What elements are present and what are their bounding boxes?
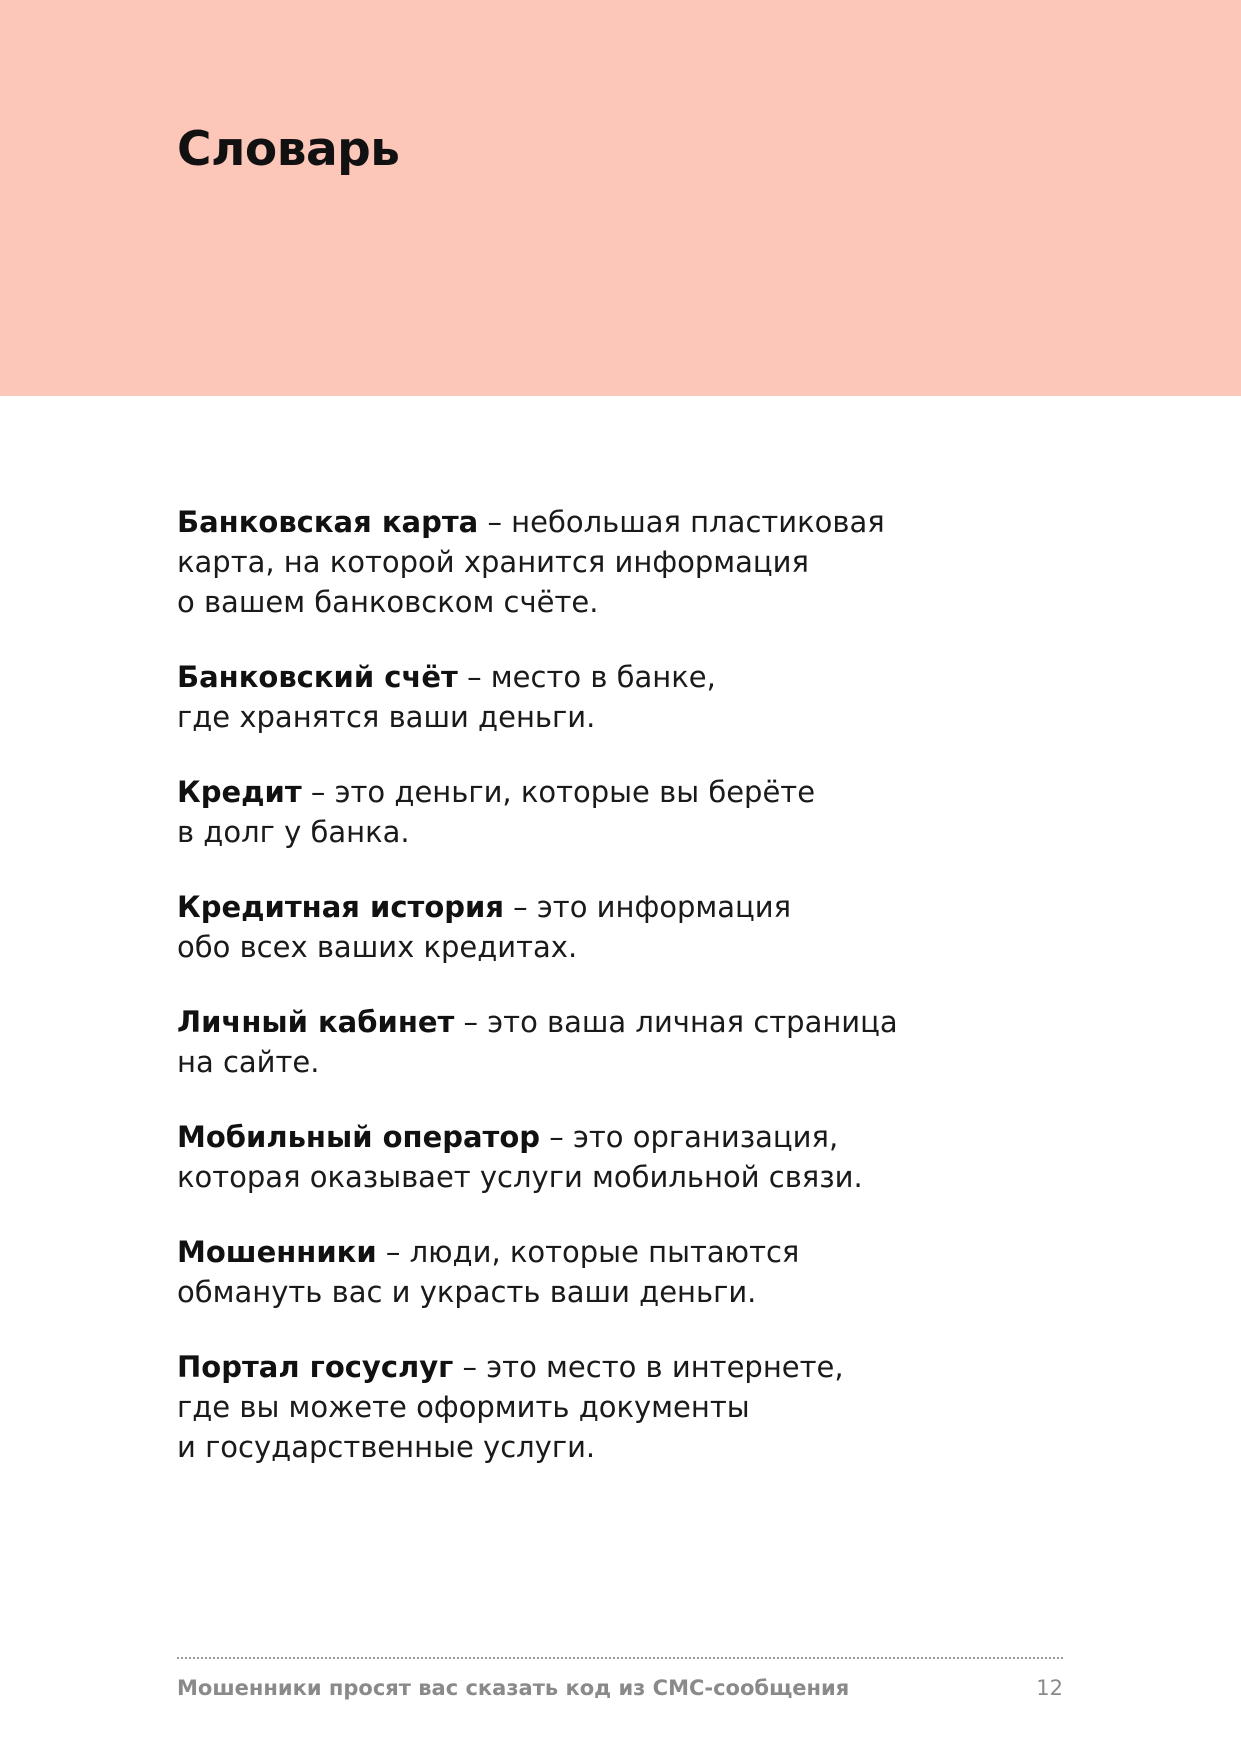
definition-line: где хранятся ваши деньги. <box>177 700 596 734</box>
page-number: 12 <box>1036 1676 1063 1700</box>
glossary-entry <box>177 1002 1077 1082</box>
page-title: Словарь <box>177 122 400 177</box>
glossary-term: Портал госуслуг <box>177 1350 454 1384</box>
definition-text: – люди, которые пытаются <box>385 1235 800 1269</box>
glossary-term: Банковская карта <box>177 505 479 539</box>
definition-line <box>177 1232 1077 1272</box>
definition-line: обмануть вас и украсть ваши деньги. <box>177 1275 757 1309</box>
definition-line <box>177 772 1077 812</box>
definition-line <box>177 657 1077 697</box>
glossary-term: Кредитная история <box>177 890 504 924</box>
footer-title: Мошенники просят вас сказать код из СМС-сообщения <box>177 1676 850 1700</box>
definition-text: – это деньги, которые вы берёте <box>310 775 816 809</box>
definition-text: – это информация <box>513 890 792 924</box>
glossary-term: Мошенники <box>177 1235 377 1269</box>
glossary-entry <box>177 657 1077 737</box>
glossary-term: Мобильный оператор <box>177 1120 541 1154</box>
glossary-entry <box>177 772 1077 852</box>
glossary-term: Кредит <box>177 775 302 809</box>
glossary-entry <box>177 1117 1077 1197</box>
glossary-term: Банковский счёт <box>177 660 458 694</box>
glossary-term: Личный кабинет <box>177 1005 455 1039</box>
definition-line <box>177 1347 1077 1387</box>
definition-line <box>177 1117 1077 1157</box>
glossary-entry <box>177 1347 1077 1467</box>
glossary-entry <box>177 502 1077 622</box>
definition-text: – это организация, <box>549 1120 839 1154</box>
definition-line: которая оказывает услуги мобильной связи. <box>177 1160 863 1194</box>
definition-line: и государственные услуги. <box>177 1430 596 1464</box>
definition-line <box>177 887 1077 927</box>
definition-line: где вы можете оформить документы <box>177 1390 750 1424</box>
definition-line: в долг у банка. <box>177 815 410 849</box>
footer-divider <box>177 1657 1063 1659</box>
definition-text: – это место в интернете, <box>462 1350 844 1384</box>
glossary-entry <box>177 1232 1077 1312</box>
glossary-entry <box>177 887 1077 967</box>
header-band <box>0 0 1241 396</box>
definition-line: карта, на которой хранится информация <box>177 545 809 579</box>
definition-text: – это ваша личная страница <box>463 1005 898 1039</box>
definition-line: на сайте. <box>177 1045 320 1079</box>
definition-line: обо всех ваших кредитах. <box>177 930 578 964</box>
glossary-list <box>177 502 1077 1502</box>
definition-line <box>177 1002 1077 1042</box>
definition-line <box>177 502 1077 542</box>
definition-text: – небольшая пластиковая <box>487 505 885 539</box>
definition-text: – место в банке, <box>467 660 716 694</box>
definition-line: о вашем банковском счёте. <box>177 585 599 619</box>
